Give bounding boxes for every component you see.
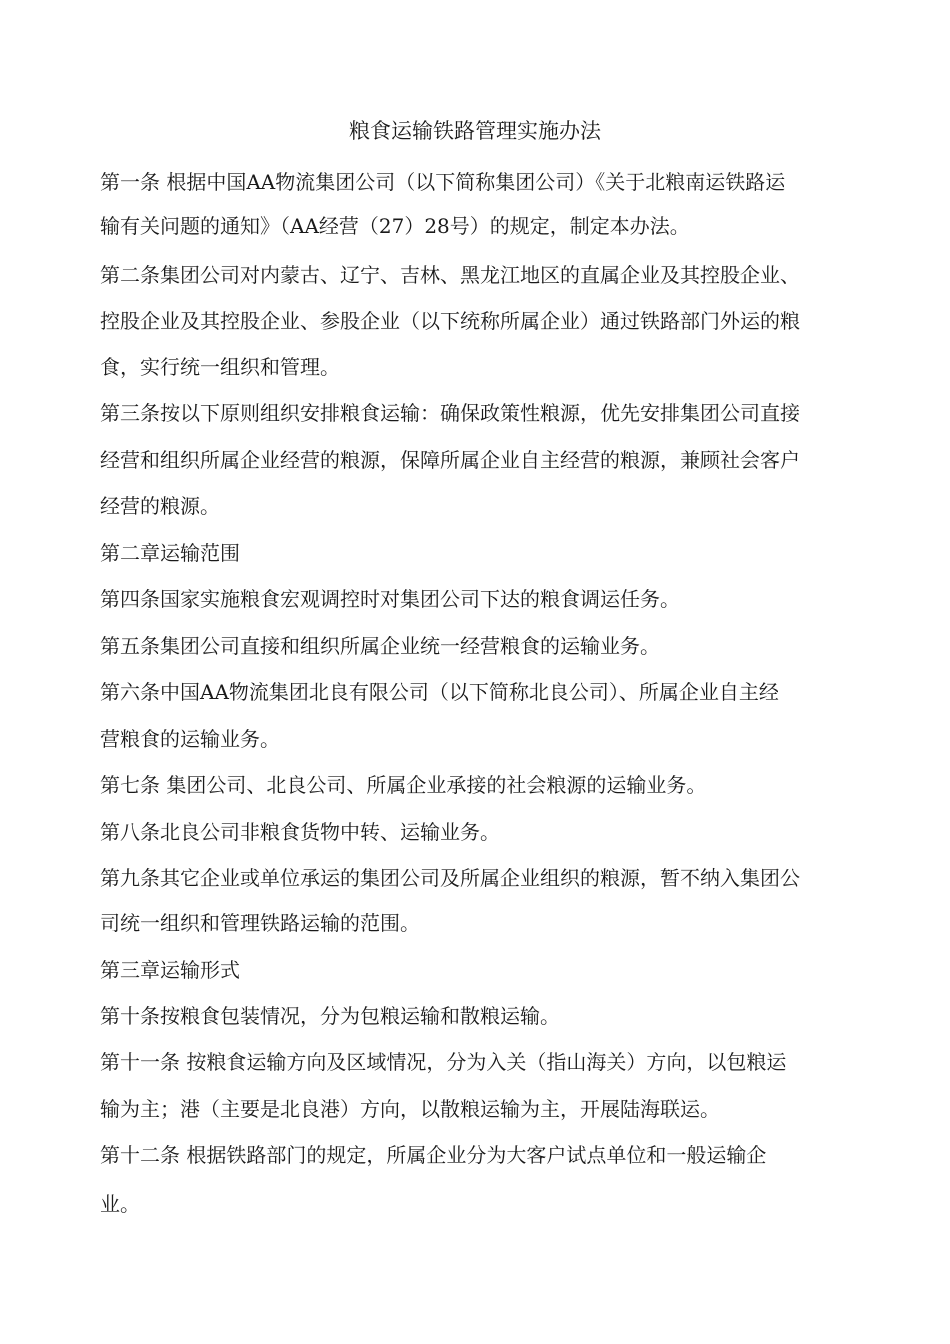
- paragraph-line: 营粮食的运输业务。: [100, 727, 280, 751]
- paragraph-line: 输为主；港（主要是北良港）方向，以散粮运输为主，开展陆海联运。: [100, 1097, 720, 1121]
- document-title: 粮食运输铁路管理实施办法: [349, 119, 601, 143]
- paragraph-line: 第五条集团公司直接和组织所属企业统一经营粮食的运输业务。: [100, 634, 660, 658]
- paragraph-line: 食，实行统一组织和管理。: [100, 355, 340, 379]
- chapter-heading: 第二章运输范围: [100, 541, 240, 565]
- paragraph-line: 经营和组织所属企业经营的粮源，保障所属企业自主经营的粮源，兼顾社会客户: [100, 448, 800, 472]
- chapter-heading: 第三章运输形式: [100, 958, 240, 982]
- paragraph-line: 第八条北良公司非粮食货物中转、运输业务。: [100, 820, 500, 844]
- paragraph-line: 第一条 根据中国AA物流集团公司（以下简称集团公司）《关于北粮南运铁路运: [100, 170, 786, 194]
- paragraph-line: 第二条集团公司对内蒙古、辽宁、吉林、黑龙江地区的直属企业及其控股企业、: [100, 263, 800, 287]
- paragraph-line: 第九条其它企业或单位承运的集团公司及所属企业组织的粮源，暂不纳入集团公: [100, 866, 800, 890]
- paragraph-line: 第七条 集团公司、北良公司、所属企业承接的社会粮源的运输业务。: [100, 773, 707, 797]
- paragraph-line: 第十二条 根据铁路部门的规定，所属企业分为大客户试点单位和一般运输企: [100, 1143, 767, 1167]
- paragraph-line: 业。: [100, 1192, 140, 1216]
- paragraph-line: 司统一组织和管理铁路运输的范围。: [100, 911, 420, 935]
- paragraph-line: 第六条中国AA物流集团北良有限公司（以下简称北良公司）、所属企业自主经: [100, 680, 779, 704]
- paragraph-line: 第三条按以下原则组织安排粮食运输：确保政策性粮源，优先安排集团公司直接: [100, 401, 800, 425]
- paragraph-line: 第十一条 按粮食运输方向及区域情况，分为入关（指山海关）方向，以包粮运: [100, 1050, 787, 1074]
- paragraph-line: 输有关问题的通知》（AA经营（27）28号）的规定，制定本办法。: [100, 214, 690, 238]
- paragraph-line: 经营的粮源。: [100, 494, 220, 518]
- paragraph-line: 控股企业及其控股企业、参股企业（以下统称所属企业）通过铁路部门外运的粮: [100, 309, 800, 333]
- paragraph-line: 第四条国家实施粮食宏观调控时对集团公司下达的粮食调运任务。: [100, 587, 680, 611]
- paragraph-line: 第十条按粮食包装情况，分为包粮运输和散粮运输。: [100, 1004, 560, 1028]
